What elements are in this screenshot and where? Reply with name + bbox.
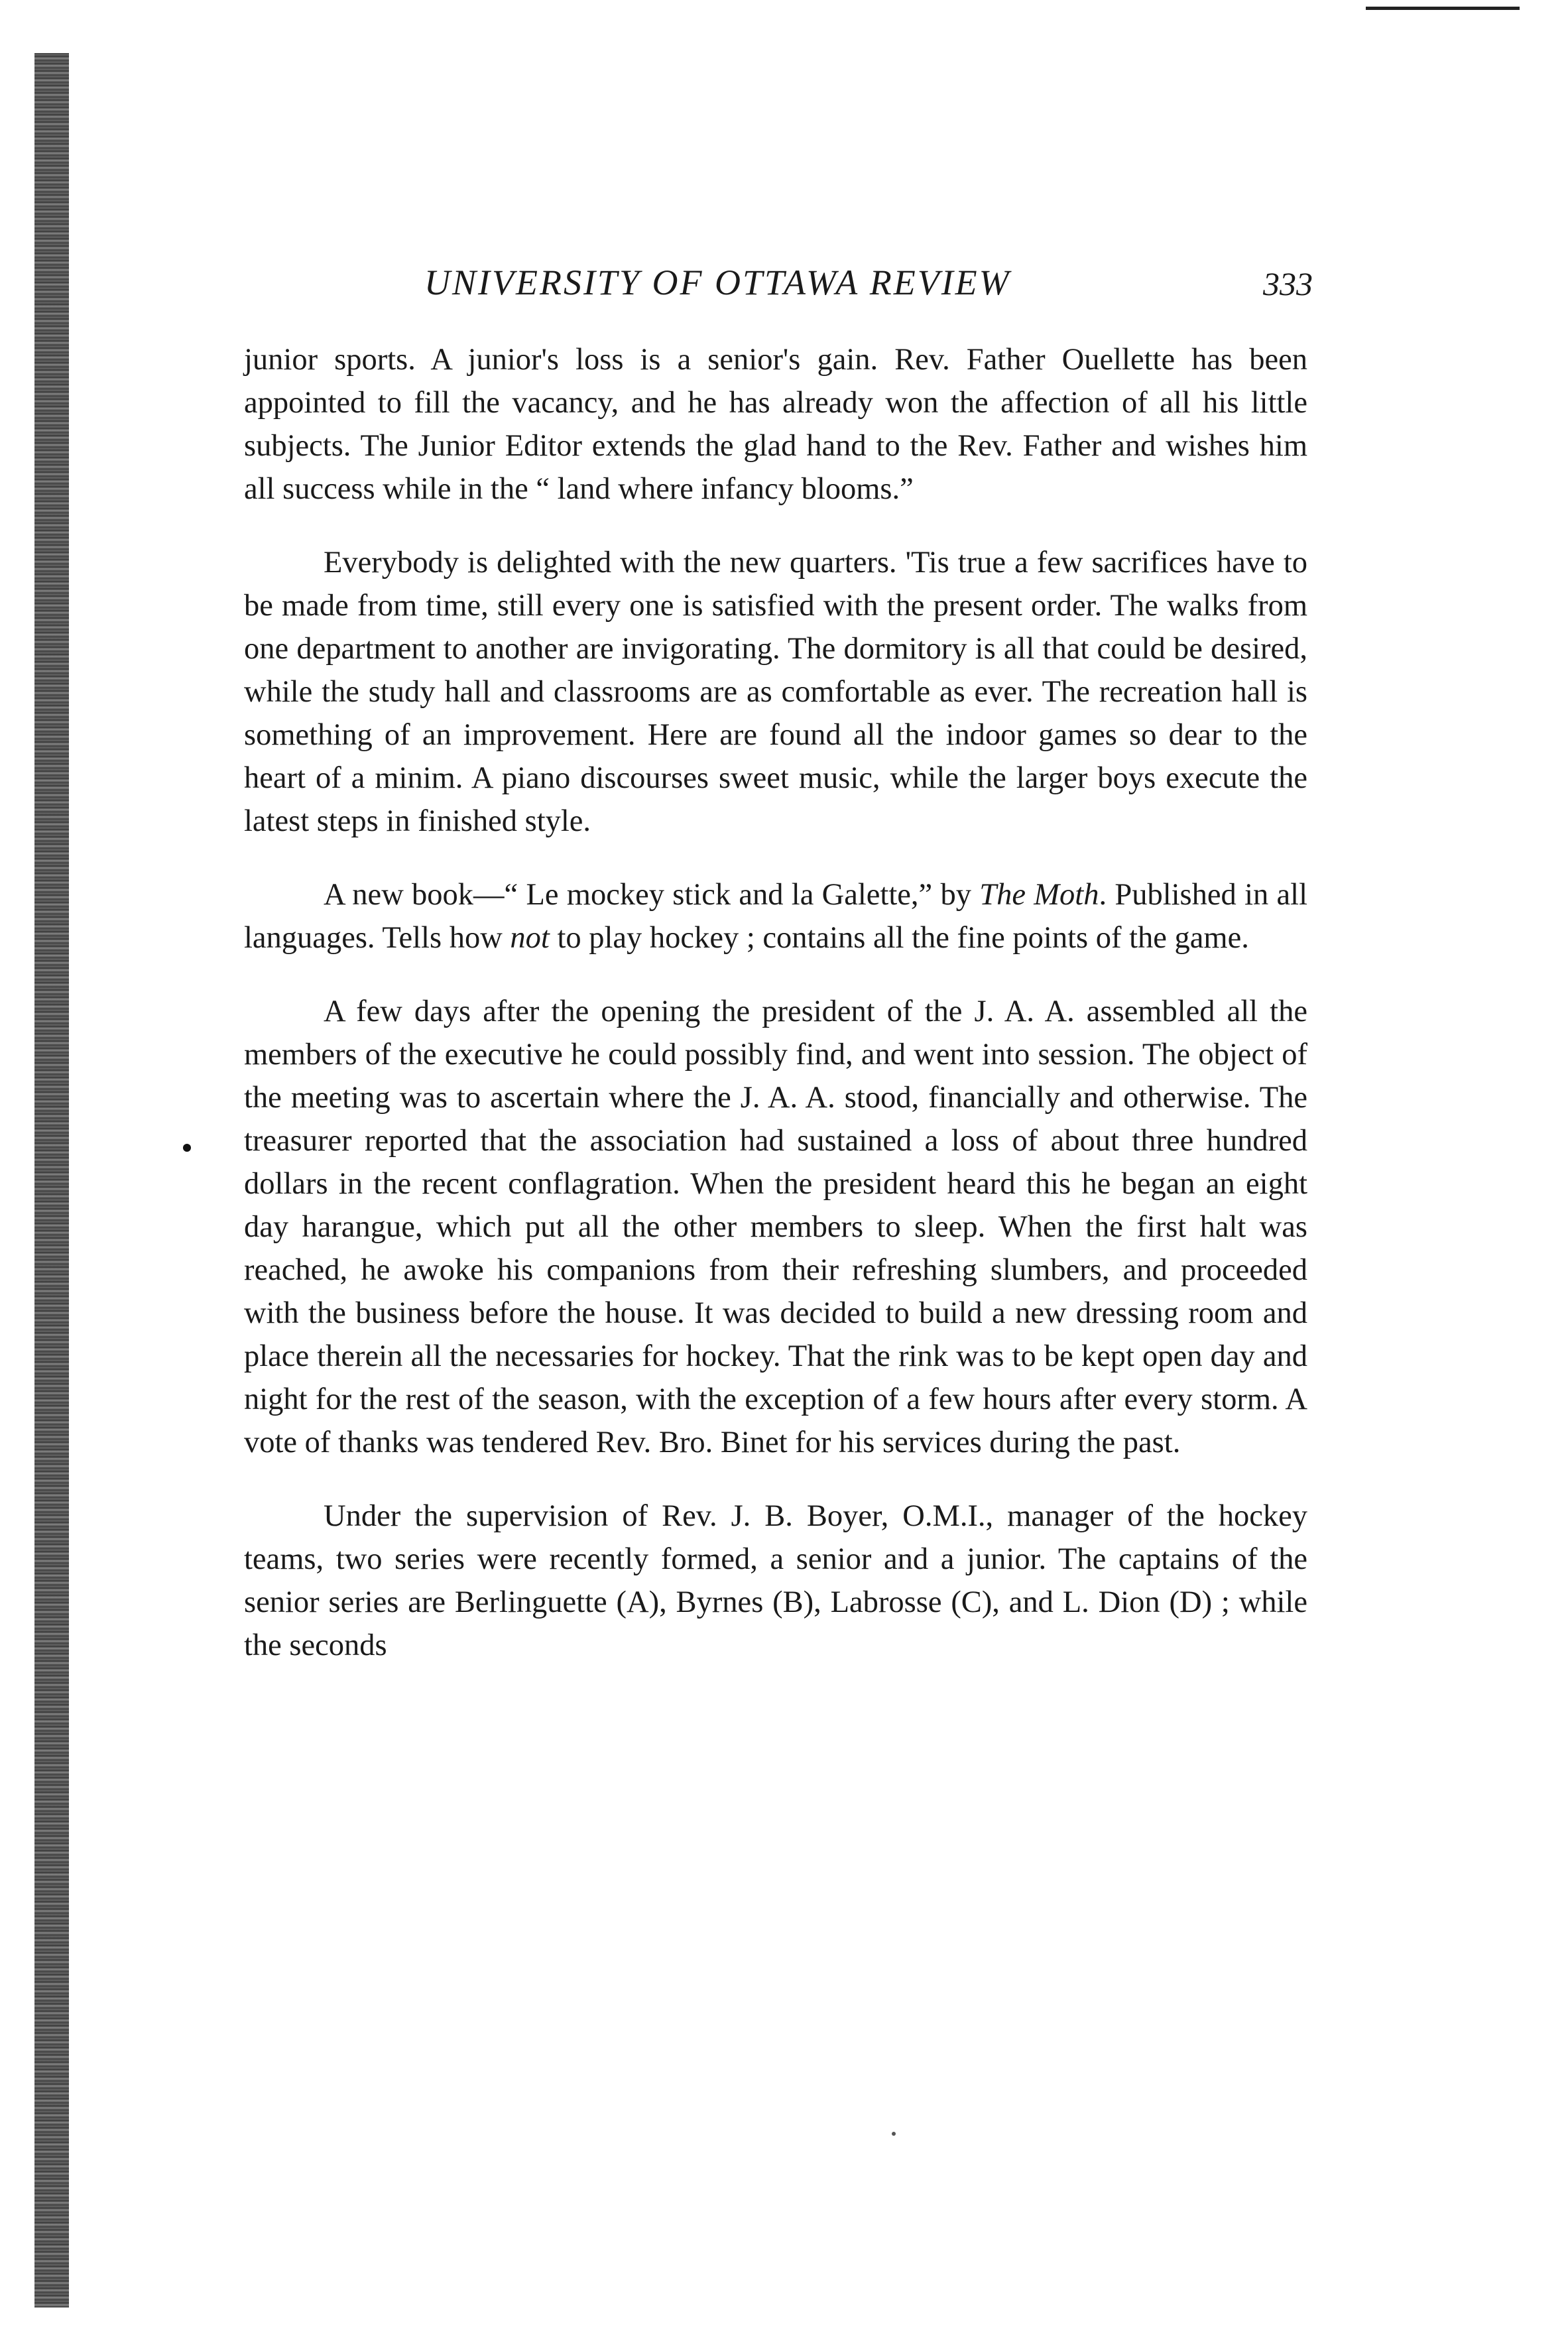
paragraph-hockey-series: Under the supervision of Rev. J. B. Boyer, O.M.I., manager of the hockey teams, two series were recently formed, a senior and a junior. The captains of the senior series are Berlinguette (A), Byrnes (B), Labrosse (C), and L. Dion (D) ; while the seconds bbox=[244, 1499, 1307, 1662]
book-text-a: A new book—“ Le mockey stick and la Galette,” by bbox=[324, 878, 980, 912]
page-number: 333 bbox=[1263, 265, 1313, 302]
running-title: UNIVERSITY OF OTTAWA REVIEW bbox=[424, 263, 1011, 302]
book-emphasis: not bbox=[510, 921, 550, 955]
paragraph-new-book bbox=[244, 873, 1307, 959]
scan-edge-rule bbox=[1366, 7, 1520, 10]
book-author: The Moth bbox=[979, 878, 1099, 912]
margin-dot bbox=[183, 1144, 191, 1152]
scan-speck bbox=[892, 2132, 896, 2136]
paragraph-jaa-meeting: A few days after the opening the president of the J. A. A. assembled all the members of the executive he could possibly find, and went into session. The object of the meeting was to ascertain where the J. A. A. stood, financially and otherwise. The treasurer reported that the association had sustained a loss of about three hundred dollars in the recent conflagration. When the president heard this he began an eight day harangue, which put all the other members to sleep. When the first halt was reached, he awoke his companions from their refreshing slumbers, and proceeded with the business before the house. It was decided to build a new dressing room and place therein all the necessaries for hockey. That the rink was to be kept open day and night for the rest of the season, with the exception of a few hours after every storm. A vote of thanks was tendered Rev. Bro. Binet for his services during the past. bbox=[244, 995, 1307, 1459]
book-text-c: to play hockey ; contains all the fine points of the game. bbox=[549, 921, 1249, 955]
page-binding-edge bbox=[34, 53, 69, 2307]
paragraph-new-quarters: Everybody is delighted with the new quarters. 'Tis true a few sacrifices have to be made from time, still every one is satisfied with the present order. The walks from one department to another are invigorating. The dormitory is all that could be desired, while the study hall and classrooms are as comfortable as ever. The recreation hall is something of an improvement. Here are found all the indoor games so dear to the heart of a minim. A piano discourses sweet music, while the larger boys execute the latest steps in finished style. bbox=[244, 546, 1307, 838]
book-text-b: . Published in all languages. Tells how bbox=[244, 878, 1308, 955]
page-header bbox=[424, 262, 1313, 315]
body-text bbox=[244, 338, 1307, 2089]
paragraph-junior-sports: junior sports. A junior's loss is a senior's gain. Rev. Father Ouellette has been appointed to fill the vacancy, and he has already won the affection of all his little subjects. The Junior Editor extends the glad hand to the Rev. Father and wishes him all success while in the “ land where infancy blooms.” bbox=[244, 343, 1307, 506]
